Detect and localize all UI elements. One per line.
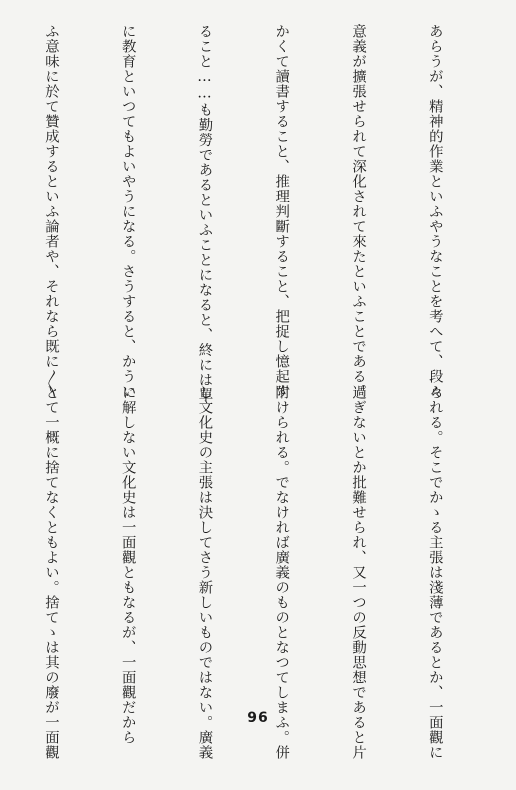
upper-line-5: に教育といつてもよいやうになる。さうすると、かうい xyxy=(119,24,136,399)
page-number: 96 xyxy=(247,710,269,726)
upper-text-block xyxy=(28,24,498,403)
upper-line-4: ること……も勤勞であるといふことになると、終には單 xyxy=(196,24,213,403)
upper-line-3: かくて讀書すること、推理判斷すること、把捉し憶起す xyxy=(273,24,290,399)
upper-line-6: ふ意味に於て贊成するといふ論者や、それなら既に〱 xyxy=(42,24,59,399)
lower-line-5: に解しない文化史は一面觀ともなるが、一面觀だから xyxy=(119,385,136,745)
upper-line-2: 意義が擴張せられて深化されて來たといふことである。 xyxy=(350,24,367,399)
lower-line-3: 附けられる。でなければ廣義のものとなつてしまふ。併 xyxy=(273,385,290,760)
lower-line-4: し文化史の主張は決してさう新しいものではない。廣義 xyxy=(196,385,213,760)
lower-line-6: とて一概に捨てなくともよい。捨てゝは其の廢が一面觀 xyxy=(42,385,59,760)
upper-line-1: あらうが、精神的作業といふやうなことを考へて、段々 xyxy=(426,24,443,399)
lower-line-1: られる。そこでかゝる主張は淺薄であるとか、一面觀に xyxy=(426,385,443,760)
lower-line-2: 過ぎないとか批難せられ、又一つの反動思想であると片 xyxy=(350,385,367,760)
